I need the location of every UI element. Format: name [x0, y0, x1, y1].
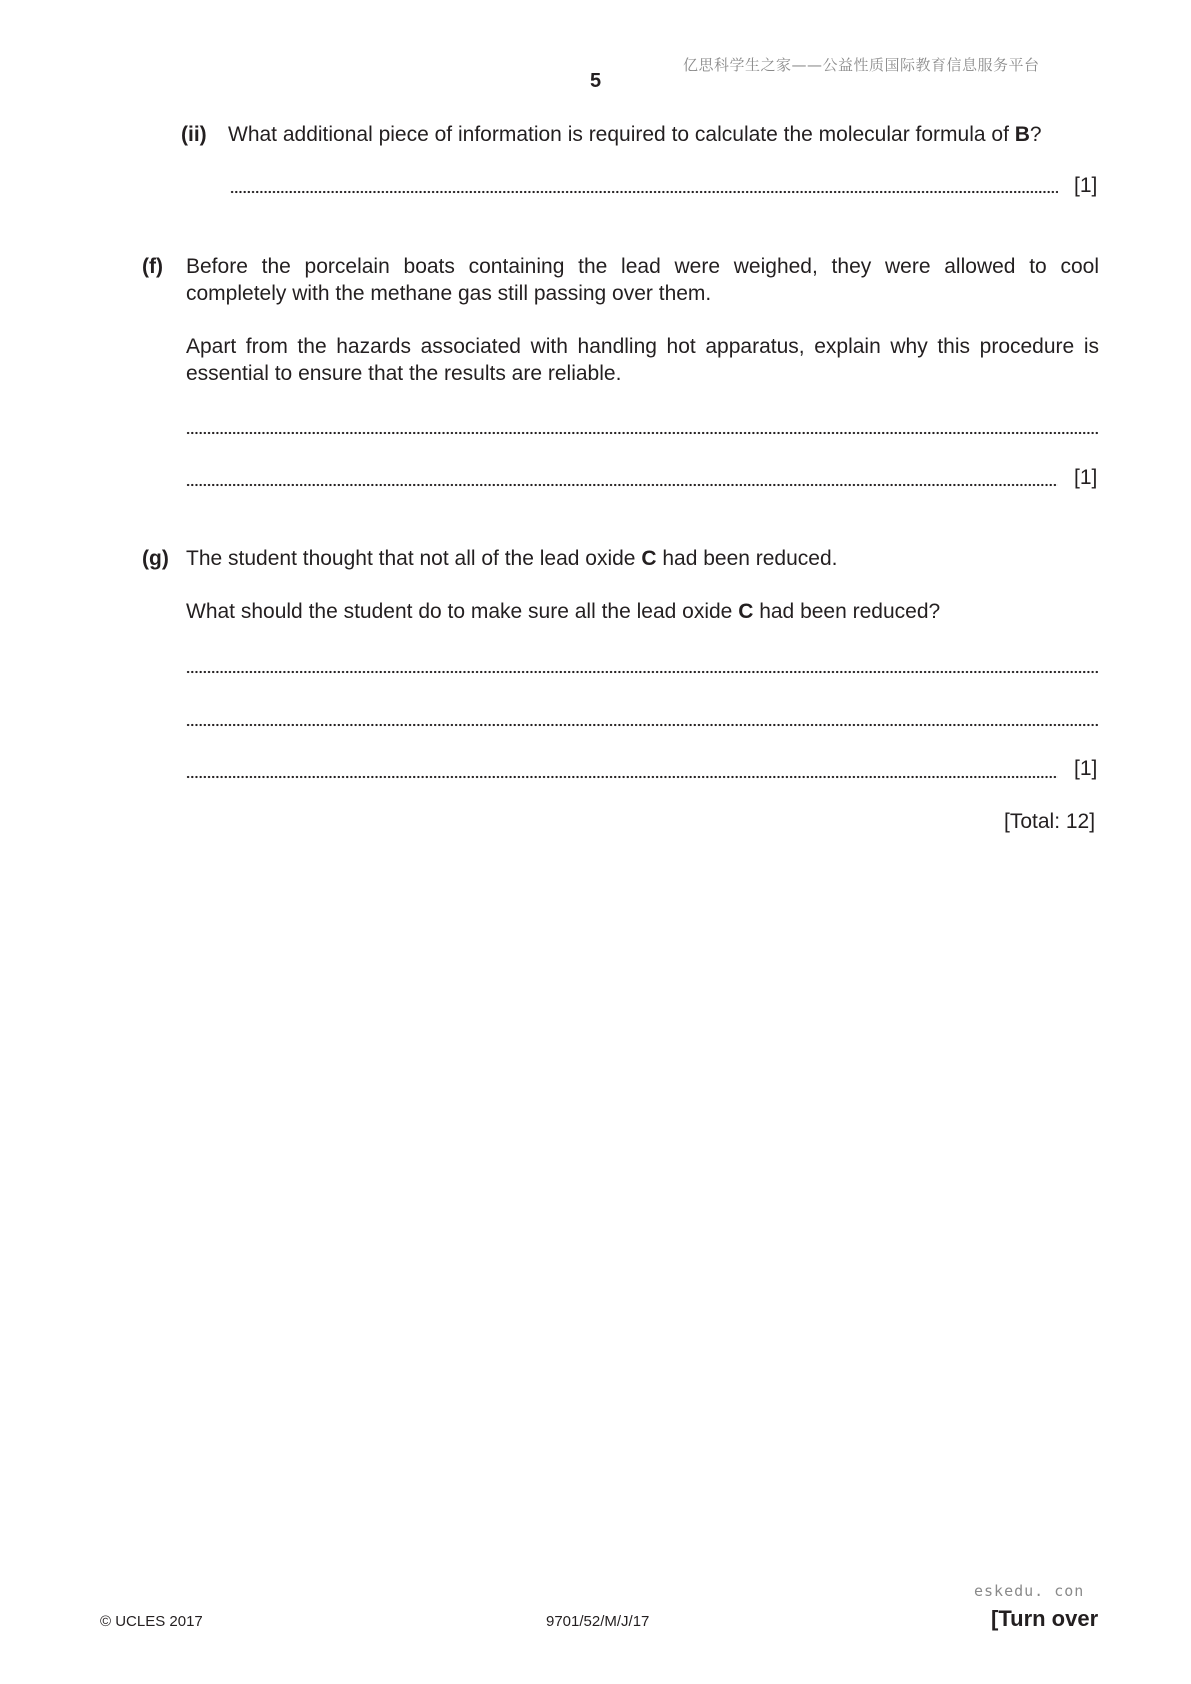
question-f-label: (f) [142, 255, 163, 278]
header-watermark: 亿思科学生之家——公益性质国际教育信息服务平台 [683, 56, 1040, 74]
turn-over: [Turn over [991, 1606, 1099, 1631]
question-g-paragraph: The student thought that not all of the lead oxide C had been reduced. [186, 547, 838, 570]
answer-line[interactable] [186, 482, 1058, 488]
question-ii-text: What additional piece of information is required to calculate the molecular formula of B? [228, 123, 1042, 146]
question-g-label: (g) [142, 547, 169, 570]
mark-ii: [1] [1074, 174, 1098, 197]
mark-g: [1] [1074, 757, 1098, 780]
copyright: © UCLES 2017 [100, 1613, 203, 1630]
total-marks: [Total: 12] [1004, 810, 1096, 833]
answer-line[interactable] [186, 430, 1098, 436]
answer-line[interactable] [186, 722, 1098, 728]
question-f-paragraph: Before the porcelain boats containing the lead were weighed, they were allowed to cool completely with the methane gas still passing over them. [186, 255, 1099, 305]
mark-f: [1] [1074, 466, 1098, 489]
answer-line[interactable] [230, 189, 1058, 195]
question-g-paragraph: What should the student do to make sure all the lead oxide C had been reduced? [186, 600, 941, 623]
answer-line[interactable] [186, 669, 1098, 675]
footer-watermark: eskedu. con [974, 1582, 1085, 1600]
question-f-paragraph: Apart from the hazards associated with handling hot apparatus, explain why this procedure is essential to ensure that the results are reliable. [186, 335, 1099, 385]
paper-code: 9701/52/M/J/17 [546, 1613, 650, 1630]
answer-line[interactable] [186, 774, 1058, 780]
page-number: 5 [590, 70, 602, 92]
question-ii-label: (ii) [181, 123, 207, 146]
